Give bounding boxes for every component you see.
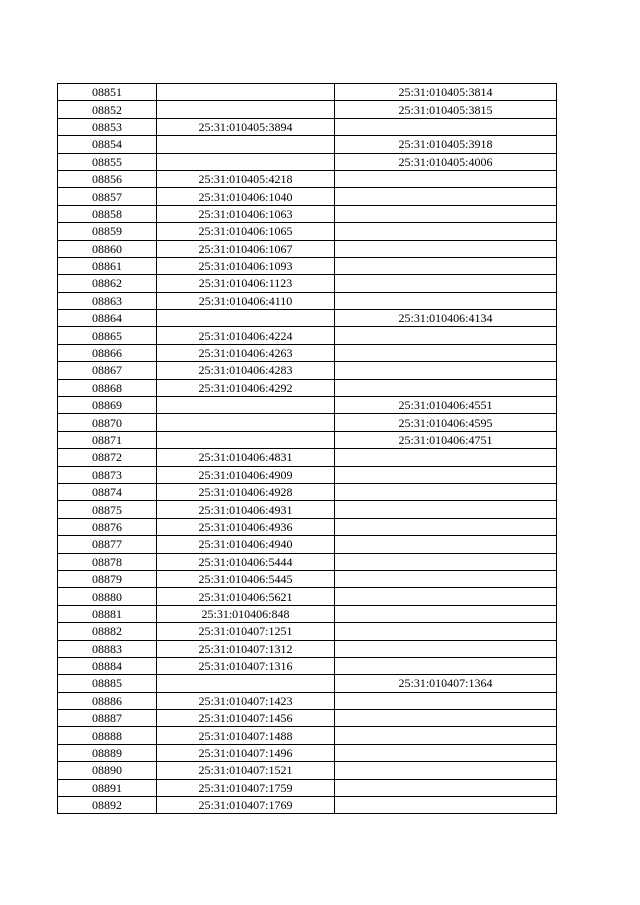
cadastral-number-cell-a: 25:31:010407:1312 [157,640,335,657]
cadastral-number-cell-b [335,657,557,674]
row-number-cell: 08884 [58,657,157,674]
row-number-cell: 08871 [58,431,157,448]
table-row [58,414,557,431]
row-number-cell: 08862 [58,275,157,292]
cadastral-number-cell-b [335,570,557,587]
cadastral-number-cell-b [335,553,557,570]
row-number-cell: 08886 [58,692,157,709]
row-number-cell: 08853 [58,118,157,135]
cadastral-number-cell-a: 25:31:010406:5445 [157,570,335,587]
row-number-cell: 08881 [58,605,157,622]
row-number-cell: 08865 [58,327,157,344]
cadastral-number-cell-b: 25:31:010405:3918 [335,136,557,153]
table-body [58,84,557,814]
table-row [58,623,557,640]
row-number-cell: 08868 [58,379,157,396]
row-number-cell: 08859 [58,223,157,240]
cadastral-number-cell-b: 25:31:010406:4134 [335,310,557,327]
row-number-cell: 08888 [58,727,157,744]
cadastral-number-cell-a: 25:31:010405:4218 [157,170,335,187]
cadastral-number-cell-a: 25:31:010407:1316 [157,657,335,674]
row-number-cell: 08889 [58,744,157,761]
cadastral-number-cell-a: 25:31:010407:1496 [157,744,335,761]
table-row [58,727,557,744]
cadastral-number-cell-b [335,501,557,518]
table-row [58,136,557,153]
cadastral-number-cell-a: 25:31:010406:1040 [157,188,335,205]
cadastral-number-cell-b [335,710,557,727]
cadastral-number-cell-b [335,275,557,292]
cadastral-number-cell-a: 25:31:010406:5444 [157,553,335,570]
row-number-cell: 08885 [58,675,157,692]
table-row [58,379,557,396]
cadastral-number-cell-b [335,536,557,553]
table-row [58,553,557,570]
cadastral-number-table [57,83,557,814]
cadastral-number-cell-b [335,362,557,379]
row-number-cell: 08861 [58,257,157,274]
row-number-cell: 08870 [58,414,157,431]
row-number-cell: 08867 [58,362,157,379]
cadastral-number-cell-a [157,414,335,431]
cadastral-number-cell-b [335,797,557,814]
cadastral-number-cell-a: 25:31:010406:4931 [157,501,335,518]
cadastral-number-cell-a [157,136,335,153]
row-number-cell: 08882 [58,623,157,640]
cadastral-number-cell-b [335,466,557,483]
cadastral-number-cell-a: 25:31:010406:848 [157,605,335,622]
cadastral-number-cell-a: 25:31:010406:4263 [157,344,335,361]
cadastral-number-cell-b: 25:31:010407:1364 [335,675,557,692]
row-number-cell: 08864 [58,310,157,327]
cadastral-number-cell-a: 25:31:010406:4909 [157,466,335,483]
cadastral-number-cell-b [335,379,557,396]
cadastral-number-cell-b [335,605,557,622]
table-row [58,275,557,292]
cadastral-number-cell-b [335,292,557,309]
table-row [58,344,557,361]
table-row [58,362,557,379]
cadastral-number-cell-a [157,675,335,692]
table-row [58,240,557,257]
cadastral-number-cell-b [335,692,557,709]
table-row [58,257,557,274]
table-row [58,310,557,327]
table-row [58,397,557,414]
table-row [58,292,557,309]
cadastral-number-cell-a [157,397,335,414]
row-number-cell: 08856 [58,170,157,187]
table-row [58,483,557,500]
table-row [58,84,557,101]
row-number-cell: 08857 [58,188,157,205]
table-row [58,762,557,779]
table-row [58,118,557,135]
cadastral-number-cell-a: 25:31:010407:1251 [157,623,335,640]
table-row [58,797,557,814]
cadastral-number-cell-a: 25:31:010406:4831 [157,449,335,466]
table-row [58,675,557,692]
table-row [58,692,557,709]
cadastral-number-cell-a: 25:31:010407:1423 [157,692,335,709]
cadastral-number-cell-a [157,153,335,170]
cadastral-number-cell-a: 25:31:010406:5621 [157,588,335,605]
cadastral-number-cell-a: 25:31:010407:1488 [157,727,335,744]
row-number-cell: 08890 [58,762,157,779]
row-number-cell: 08875 [58,501,157,518]
table-row [58,205,557,222]
table-row [58,605,557,622]
table-row [58,431,557,448]
table-row [58,501,557,518]
row-number-cell: 08876 [58,518,157,535]
row-number-cell: 08873 [58,466,157,483]
cadastral-number-cell-b [335,188,557,205]
cadastral-number-cell-b [335,483,557,500]
row-number-cell: 08879 [58,570,157,587]
row-number-cell: 08854 [58,136,157,153]
cadastral-number-cell-a: 25:31:010407:1456 [157,710,335,727]
cadastral-number-cell-b [335,623,557,640]
table-row [58,518,557,535]
table-row [58,188,557,205]
row-number-cell: 08860 [58,240,157,257]
table-row [58,170,557,187]
cadastral-number-cell-b [335,762,557,779]
cadastral-number-cell-b: 25:31:010406:4751 [335,431,557,448]
cadastral-number-cell-b [335,223,557,240]
cadastral-number-cell-a: 25:31:010406:1093 [157,257,335,274]
row-number-cell: 08878 [58,553,157,570]
table-row [58,466,557,483]
cadastral-number-cell-a: 25:31:010406:4292 [157,379,335,396]
row-number-cell: 08891 [58,779,157,796]
cadastral-number-cell-a: 25:31:010406:4936 [157,518,335,535]
table-row [58,101,557,118]
row-number-cell: 08892 [58,797,157,814]
row-number-cell: 08880 [58,588,157,605]
cadastral-number-cell-b [335,240,557,257]
cadastral-number-cell-a: 25:31:010407:1759 [157,779,335,796]
cadastral-number-cell-a: 25:31:010407:1521 [157,762,335,779]
cadastral-number-cell-a: 25:31:010406:4928 [157,483,335,500]
row-number-cell: 08877 [58,536,157,553]
cadastral-number-cell-a: 25:31:010406:1063 [157,205,335,222]
cadastral-number-cell-a: 25:31:010406:1065 [157,223,335,240]
cadastral-number-cell-a [157,84,335,101]
table-row [58,327,557,344]
row-number-cell: 08851 [58,84,157,101]
cadastral-number-cell-b [335,518,557,535]
row-number-cell: 08869 [58,397,157,414]
cadastral-number-cell-b [335,118,557,135]
cadastral-number-cell-a [157,310,335,327]
cadastral-number-cell-a: 25:31:010406:4110 [157,292,335,309]
cadastral-number-cell-b: 25:31:010406:4551 [335,397,557,414]
cadastral-number-cell-b: 25:31:010405:4006 [335,153,557,170]
cadastral-number-cell-a: 25:31:010405:3894 [157,118,335,135]
row-number-cell: 08855 [58,153,157,170]
row-number-cell: 08852 [58,101,157,118]
row-number-cell: 08858 [58,205,157,222]
cadastral-number-cell-b: 25:31:010406:4595 [335,414,557,431]
table-row [58,588,557,605]
cadastral-number-cell-b [335,257,557,274]
cadastral-number-cell-b [335,170,557,187]
cadastral-number-cell-b [335,779,557,796]
cadastral-number-cell-a [157,431,335,448]
table-row [58,744,557,761]
table-row [58,710,557,727]
table-row [58,449,557,466]
row-number-cell: 08872 [58,449,157,466]
cadastral-number-cell-b [335,344,557,361]
cadastral-number-cell-b [335,727,557,744]
row-number-cell: 08874 [58,483,157,500]
cadastral-number-cell-b [335,588,557,605]
cadastral-number-cell-a: 25:31:010406:4283 [157,362,335,379]
cadastral-number-cell-a: 25:31:010406:1067 [157,240,335,257]
table-row [58,657,557,674]
cadastral-number-cell-a: 25:31:010406:1123 [157,275,335,292]
cadastral-number-cell-b [335,327,557,344]
row-number-cell: 08866 [58,344,157,361]
table-row [58,223,557,240]
row-number-cell: 08887 [58,710,157,727]
table-row [58,153,557,170]
cadastral-number-cell-b: 25:31:010405:3814 [335,84,557,101]
cadastral-number-cell-a: 25:31:010407:1769 [157,797,335,814]
table-row [58,536,557,553]
cadastral-number-cell-b [335,640,557,657]
table-row [58,570,557,587]
row-number-cell: 08883 [58,640,157,657]
cadastral-number-cell-a [157,101,335,118]
cadastral-number-cell-a: 25:31:010406:4940 [157,536,335,553]
cadastral-number-cell-b [335,744,557,761]
cadastral-number-cell-b [335,205,557,222]
table-row [58,779,557,796]
cadastral-number-cell-a: 25:31:010406:4224 [157,327,335,344]
row-number-cell: 08863 [58,292,157,309]
table-row [58,640,557,657]
cadastral-number-cell-b: 25:31:010405:3815 [335,101,557,118]
cadastral-number-cell-b [335,449,557,466]
